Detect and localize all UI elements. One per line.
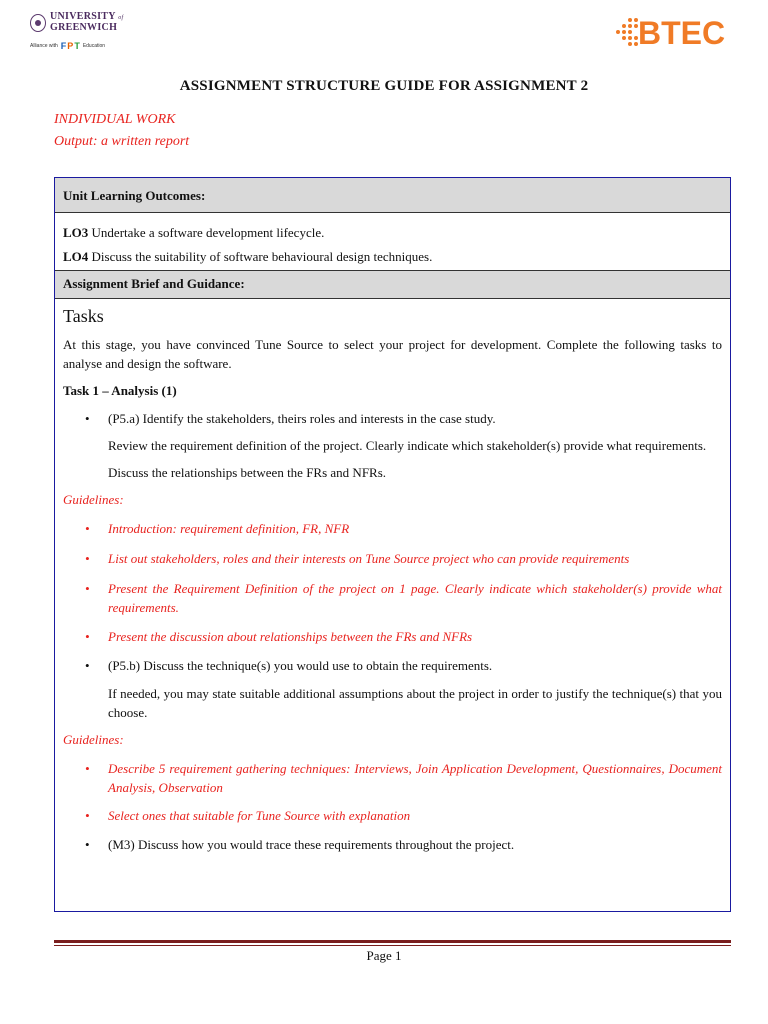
document-title: ASSIGNMENT STRUCTURE GUIDE FOR ASSIGNMENT 2 (179, 78, 589, 94)
btec-wordmark: BTEC (638, 15, 726, 51)
brief-body (55, 299, 730, 854)
btec-dots-icon (612, 16, 638, 50)
university-line2: GREENWICH (50, 22, 118, 33)
m3-item: • (M3) Discuss how you would trace these requirements throughout the project. (85, 837, 515, 852)
lo4-line: LO4 Discuss the suitability of software behavioural design techniques. (63, 249, 433, 264)
university-greenwich-logo (30, 12, 130, 64)
guideline-item: • List out stakeholders, roles and their interests on Tune Source project who can provide requirements (85, 551, 630, 566)
btec-logo (612, 14, 744, 52)
intro-paragraph: At this stage, you have convinced Tune Source to select your project for development. Complete the following tasks to analyse and design the software. (63, 337, 722, 371)
university-of: of (118, 15, 124, 21)
p5a-review: Review the requirement definition of the project. Clearly indicate which stakeholder(s) provide what requirements. (108, 438, 707, 453)
guideline-item: • Present the discussion about relationships between the FRs and NFRs (85, 629, 473, 644)
p5b-item: • (P5.b) Discuss the technique(s) you would use to obtain the requirements. (85, 658, 493, 673)
p5a-discuss: Discuss the relationships between the FRs and NFRs. (108, 465, 387, 480)
footer-rule (54, 940, 731, 943)
fpt-logo: F P T (60, 41, 80, 51)
assignment-table (54, 177, 731, 912)
individual-work-label: INDIVIDUAL WORK (54, 112, 176, 127)
task1-heading: Task 1 – Analysis (1) (63, 383, 177, 398)
page-number: Page 1 (366, 948, 402, 963)
p5b-note: If needed, you may state suitable additional assumptions about the project in order to justify the technique(s) that you choose. (108, 686, 722, 720)
lo3-line: LO3 Undertake a software development lifecycle. (63, 225, 325, 240)
alliance-suffix: Education (82, 43, 106, 49)
guidelines-label-2: Guidelines: (63, 732, 124, 747)
alliance-line (30, 41, 130, 51)
guideline-item: • Introduction: requirement definition, FR, NFR (85, 521, 350, 536)
guideline-item: • Select ones that suitable for Tune Source with explanation (85, 808, 411, 823)
guideline-item: • Present the Requirement Definition of the project on 1 page. Clearly indicate which stakeholder(s) provide what requirements. (85, 581, 722, 615)
tasks-heading: Tasks (63, 306, 104, 326)
alliance-prefix: Alliance with (30, 43, 58, 49)
guidelines-label-1: Guidelines: (63, 492, 124, 507)
output-label: Output: a written report (54, 134, 190, 149)
brief-header: Assignment Brief and Guidance: (55, 271, 730, 299)
guideline-item: • Describe 5 requirement gathering techniques: Interviews, Join Application Development, Questionnaires, Document Analysis, Observation (85, 761, 722, 795)
footer-rule-thin (54, 945, 731, 946)
university-line1: UNIVERSITY (50, 11, 116, 22)
crest-icon (30, 14, 46, 32)
learning-outcomes-cell (55, 213, 730, 271)
p5a-item: • (P5.a) Identify the stakeholders, theirs roles and interests in the case study. (85, 411, 496, 426)
learning-outcomes-header: Unit Learning Outcomes: (55, 178, 730, 213)
